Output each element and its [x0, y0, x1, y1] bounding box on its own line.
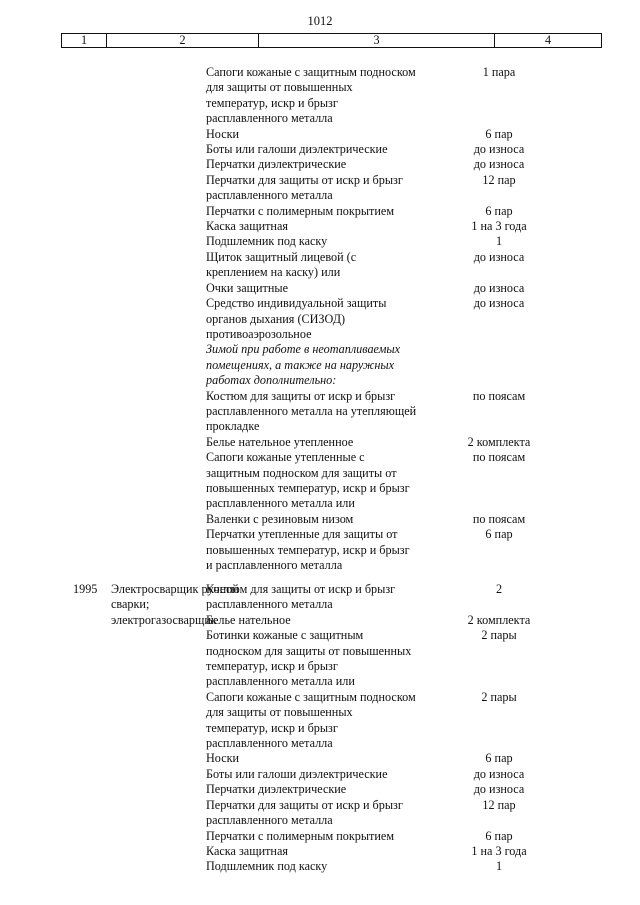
item-name: Подшлемник под каску [206, 234, 328, 249]
list-item [0, 234, 640, 249]
item-quantity: 1 пара [482, 65, 516, 79]
item-name: Перчатки диэлектрические [206, 782, 347, 797]
list-item [0, 204, 640, 219]
item-quantity: 2 комплекта [467, 434, 531, 449]
item-quantity: 1 на 3 года [471, 219, 527, 234]
list-item [0, 65, 640, 127]
column-header-1: 1 [62, 34, 107, 47]
occupation-name: Электросварщик ручной сварки; электрогазосварщик [111, 582, 239, 627]
item-quantity: 2 [495, 582, 503, 596]
item-name: Носки [206, 751, 240, 766]
item-name: Очки защитные [206, 280, 288, 295]
item-quantity: 6 пар [485, 203, 513, 218]
item-name: Щиток защитный лицевой (с креплением на каску) или [206, 249, 357, 280]
item-quantity: 2 комплекта [467, 612, 531, 627]
item-quantity: до износа [473, 766, 525, 781]
list-item [0, 173, 640, 204]
list-item [0, 450, 640, 512]
item-list-continued [0, 65, 640, 573]
page-number: 1012 [307, 14, 333, 28]
item-name: Каска защитная [206, 219, 288, 234]
item-name: Боты или галоши диэлектрические [206, 766, 388, 781]
list-item [0, 342, 640, 388]
list-item [0, 613, 640, 628]
list-item [0, 389, 640, 435]
item-quantity: по поясам [472, 450, 526, 465]
list-item [0, 527, 640, 573]
item-name: Боты или галоши диэлектрические [206, 142, 388, 157]
list-item [0, 751, 640, 766]
item-quantity: до износа [473, 157, 525, 172]
list-item [0, 296, 640, 342]
section-note: Зимой при работе в неотапливаемых помещениях, а также на наружных работах дополнительно: [206, 342, 401, 388]
list-item [0, 127, 640, 142]
list-item [0, 628, 640, 690]
item-quantity: 6 пар [485, 527, 513, 542]
item-name: Костюм для защиты от искр и брызг расплавленного металла [206, 582, 396, 612]
item-quantity: по поясам [472, 511, 526, 526]
item-name: Перчатки диэлектрические [206, 157, 347, 172]
item-name: Костюм для защиты от искр и брызг расплавленного металла на утепляющей прокладке [206, 388, 417, 434]
item-quantity: 1 [495, 234, 503, 249]
item-quantity: до износа [473, 280, 525, 295]
item-name: Перчатки с полимерным покрытием [206, 828, 395, 843]
item-name: Носки [206, 126, 240, 141]
list-item [0, 142, 640, 157]
item-name: Белье нательное утепленное [206, 434, 354, 449]
item-name: Перчатки для защиты от искр и брызг расплавленного металла [206, 797, 403, 828]
item-quantity: 1 на 3 года [471, 843, 527, 858]
item-name: Подшлемник под каску [206, 859, 328, 874]
item-quantity: по поясам [472, 388, 526, 403]
item-name: Сапоги кожаные с защитным подноском для защиты от повышенных температур, искр и брызг расплавленного металла [206, 65, 416, 126]
list-item [0, 582, 640, 613]
list-item [0, 219, 640, 234]
list-item [0, 512, 640, 527]
column-header-row [61, 33, 602, 48]
item-name: Каска защитная [206, 843, 288, 858]
column-header-2: 2 [107, 34, 259, 47]
list-item [0, 782, 640, 797]
list-item [0, 157, 640, 172]
occupation-number: 1995 [73, 582, 98, 596]
item-quantity: 12 пар [482, 797, 516, 812]
list-item [0, 829, 640, 844]
item-quantity: 6 пар [485, 126, 513, 141]
list-item [0, 250, 640, 281]
item-name: Сапоги кожаные утепленные с защитным подноском для защиты от повышенных температур, искр и брызг расплавленного металла или [206, 450, 410, 511]
item-list-occupation-1995 [0, 582, 640, 875]
item-name: Белье нательное [206, 612, 291, 627]
column-header-3: 3 [259, 34, 495, 47]
item-name: Валенки с резиновым низом [206, 511, 354, 526]
list-item [0, 435, 640, 450]
item-name: Перчатки с полимерным покрытием [206, 203, 395, 218]
item-name: Сапоги кожаные с защитным подноском для защиты от повышенных температур, искр и брызг расплавленного металла [206, 689, 416, 751]
item-quantity [444, 342, 554, 388]
item-name: Средство индивидуальной защиты органов дыхания (СИЗОД) противоаэрозольное [206, 296, 387, 341]
list-item [0, 281, 640, 296]
item-quantity: до износа [473, 142, 525, 157]
item-name: Перчатки для защиты от искр и брызг расплавленного металла [206, 172, 403, 203]
list-item [0, 859, 640, 874]
item-quantity: до износа [473, 296, 525, 311]
list-item [0, 690, 640, 752]
item-quantity: 12 пар [482, 172, 516, 187]
item-quantity: 2 пары [481, 689, 517, 704]
item-quantity: 2 пары [481, 628, 517, 643]
item-name: Ботинки кожаные с защитным подноском для защиты от повышенных температур, искр и брызг расплавленного металла или [206, 628, 412, 689]
list-item [0, 767, 640, 782]
list-item [0, 844, 640, 859]
item-quantity: 1 [495, 859, 503, 874]
column-header-4: 4 [544, 33, 552, 47]
item-quantity: 6 пар [485, 751, 513, 766]
list-item [0, 798, 640, 829]
item-name: Перчатки утепленные для защиты от повышенных температур, искр и брызг и расплавленного металла [206, 527, 410, 572]
item-quantity: до износа [473, 782, 525, 797]
item-quantity: 6 пар [485, 828, 513, 843]
item-quantity: до износа [473, 249, 525, 264]
